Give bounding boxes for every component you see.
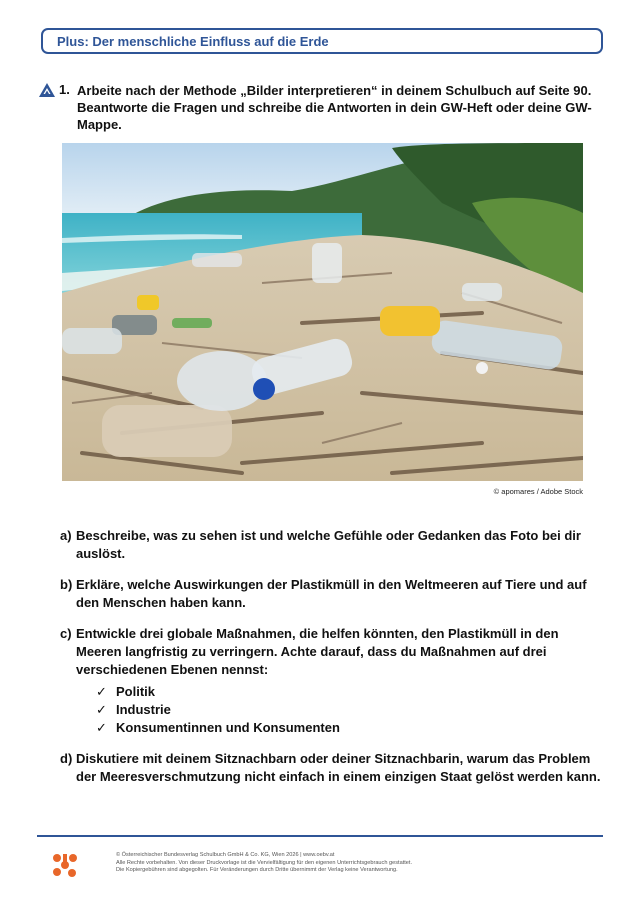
header-title-box: [41, 28, 603, 54]
page-title: Plus: Der menschliche Einfluss auf die Erde: [57, 33, 329, 49]
task-1: [39, 82, 599, 133]
question-letter: d): [60, 751, 73, 766]
beach-plastic-photo: [62, 143, 583, 481]
triangle-level-icon: [39, 83, 55, 97]
question-text: Entwickle drei globale Maßnahmen, die helfen könnten, den Plastikmüll in den Meeren langfristig zu verringern. Achte darauf, dass du Maßnahmen auf drei verschiedenen Ebenen nennst:: [76, 626, 559, 677]
footer-line-1: © Österreichischer Bundesverlag Schulbuch GmbH & Co. KG, Wien 2026 | www.oebv.at: [116, 852, 335, 858]
question-list: [60, 527, 610, 799]
question-text: Erkläre, welche Auswirkungen der Plastikmüll in den Weltmeeren auf Tiere und auf den Menschen haben kann.: [76, 577, 587, 610]
question-b: [60, 576, 610, 612]
question-letter: c): [60, 626, 72, 641]
question-c: [60, 625, 610, 737]
checklist-label: Politik: [116, 684, 156, 699]
checkmark-icon: ✓: [96, 720, 107, 735]
checklist: [76, 683, 606, 737]
checklist-item: [96, 701, 606, 719]
checklist-item: [96, 683, 606, 701]
checklist-item: [96, 719, 606, 737]
question-text: Beschreibe, was zu sehen ist und welche Gefühle oder Gedanken das Foto bei dir auslöst.: [76, 528, 581, 561]
publisher-logo-icon: [52, 852, 78, 878]
checklist-label: Industrie: [116, 702, 171, 717]
task-instruction: Arbeite nach der Methode „Bilder interpretieren“ in deinem Schulbuch auf Seite 90. Beantworte die Fragen und schreibe die Antworten in dein GW-Heft oder deine GW-Mappe.: [77, 83, 592, 132]
checkmark-icon: ✓: [96, 684, 107, 699]
question-letter: b): [60, 577, 73, 592]
footer-line-2: Alle Rechte vorbehalten. Von dieser Druckvorlage ist die Vervielfältigung für den eigenen Unterrichtsgebrauch gestattet.: [116, 859, 413, 866]
checklist-label: Konsumentinnen und Konsumenten: [116, 720, 340, 735]
question-body: [76, 625, 606, 737]
question-a: [60, 527, 610, 563]
footer-divider: [37, 835, 603, 837]
checkmark-icon: ✓: [96, 702, 107, 717]
task-number: 1.: [59, 82, 70, 97]
question-d: [60, 750, 610, 786]
footer-line-3: Die Kopiergebühren sind abgegolten. Für Veränderungen durch Dritte übernimmt der Verlag keine Verantwortung.: [116, 867, 398, 873]
footer-legal: [116, 852, 556, 875]
question-text: Diskutiere mit deinem Sitznachbarn oder deiner Sitznachbarin, warum das Problem der Meeresverschmutzung nicht einfach in einem einzigen Staat gelöst werden kann.: [76, 751, 601, 784]
photo-credit: © apomares / Adobe Stock: [493, 487, 583, 496]
question-letter: a): [60, 528, 72, 543]
